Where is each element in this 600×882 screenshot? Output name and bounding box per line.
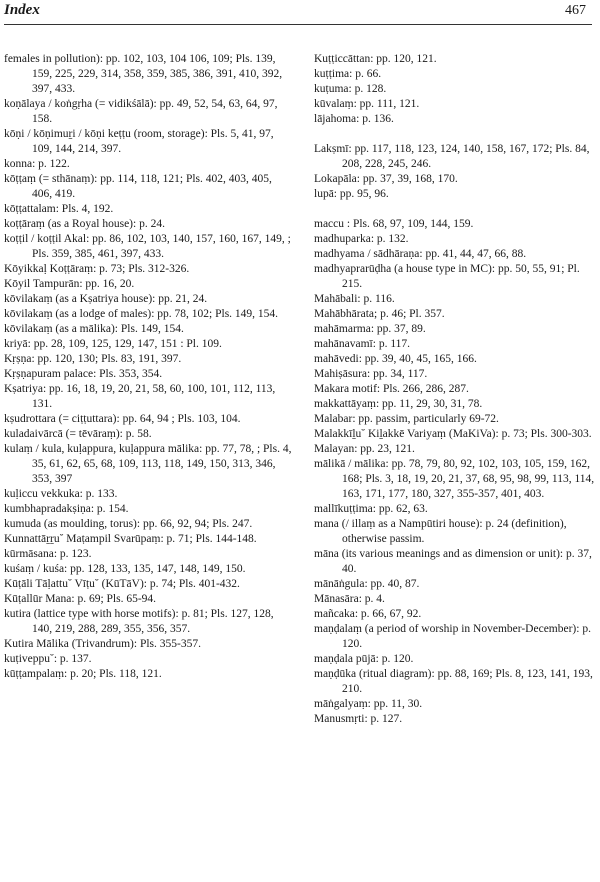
index-entry: Malakkīḻu˘ Kiḻakkē Variyaṃ (MaKiVa): p. 73; Pls. 300-303.: [314, 428, 592, 440]
running-title: Index: [4, 2, 40, 18]
index-entry: koṭṭāraṃ (as a Royal house): p. 24.: [4, 218, 165, 230]
index-entry: kōvilakaṃ (as a Kṣatriya house): pp. 21, 24.: [4, 293, 208, 305]
index-entry: kūrmāsana: p. 123.: [4, 548, 92, 560]
index-entry: Kṛṣṇapuram palace: Pls. 353, 354.: [4, 368, 163, 380]
index-entry: kuladaivārcā (= tēvāraṃ): p. 58.: [4, 428, 152, 440]
index-entry: kōvilakaṃ (as a mālika): Pls. 149, 154.: [4, 323, 184, 335]
index-entry: kuṭiveppu˘: p. 137.: [4, 653, 92, 665]
index-entry: Mahābali: p. 116.: [314, 293, 395, 305]
index-entry: kumbhapradakṣiṇa: p. 154.: [4, 503, 129, 515]
index-entry: kūṭṭampalaṃ: p. 20; Pls. 118, 121.: [4, 668, 162, 680]
index-entry: Kuṭṭiccāttan: pp. 120, 121.: [314, 53, 437, 65]
index-entry: maṇḍala pūjā: p. 120.: [314, 653, 414, 665]
index-entry: kulaṃ / kula, kuḷappura, kuḷappura mālika: pp. 77, 78, ; Pls. 4, 35, 61, 62, 65, 68, 109, 113, 118, 149, 150, 313, 346, 353, 397: [4, 443, 292, 485]
index-entry: Makara motif: Pls. 266, 286, 287.: [314, 383, 469, 395]
index-entry: kuśaṃ / kuśa: pp. 128, 133, 135, 147, 148, 149, 150.: [4, 563, 246, 575]
index-entry: Malayan: pp. 23, 121.: [314, 443, 415, 455]
index-entry: Manusmṛti: p. 127.: [314, 713, 403, 725]
index-entry: Kūṭāli Tāḷattu˘ Vīṭu˘ (KūTāV): p. 74; Pls. 401-432.: [4, 578, 240, 590]
index-entry: Mānasāra: p. 4.: [314, 593, 385, 605]
index-entry: Kōyikkaḷ Koṭṭāraṃ: p. 73; Pls. 312-326.: [4, 263, 190, 275]
index-entry: māna (its various meanings and as dimension or unit): p. 37, 40.: [314, 548, 592, 575]
index-entry: females in pollution): pp. 102, 103, 104 106, 109; Pls. 139, 159, 225, 229, 314, 358, 359, 385, 386, 391, 410, 392, 397, 433.: [4, 53, 283, 95]
index-entry: maṇḍalaṃ (a period of worship in November-December): p. 120.: [314, 623, 591, 650]
index-entry: madhuparka: p. 132.: [314, 233, 409, 245]
index-entry: Mahiṣāsura: pp. 34, 117.: [314, 368, 428, 380]
index-entry: kōṇi / kōṇimuṟi / kōṇi keṭṭu (room, storage): Pls. 5, 41, 97, 109, 144, 214, 397.: [4, 128, 274, 155]
index-entry: lājahoma: p. 136.: [314, 113, 394, 125]
index-entry: mānāṅgula: pp. 40, 87.: [314, 578, 420, 590]
index-entry: Kūṭallūr Mana: p. 69; Pls. 65-94.: [4, 593, 157, 605]
index-entry: Lakṣmī: pp. 117, 118, 123, 124, 140, 158, 167, 172; Pls. 84, 208, 228, 245, 246.: [314, 143, 590, 170]
index-entry: kōṭṭattalam: Pls. 4, 192.: [4, 203, 114, 215]
index-entry: mana (/ illaṃ as a Nampūtiri house): p. 24 (definition), otherwise passim.: [314, 518, 567, 545]
page-header: [4, 2, 586, 24]
index-column-left: [4, 52, 294, 682]
index-entry: Lokapāla: pp. 37, 39, 168, 170.: [314, 173, 458, 185]
page-number: 467: [565, 3, 586, 18]
index-entry: mañcaka: p. 66, 67, 92.: [314, 608, 422, 620]
header-rule: [4, 24, 592, 25]
index-entry: kōṭṭaṃ (= sthānaṃ): pp. 114, 118, 121; Pls. 402, 403, 405, 406, 419.: [4, 173, 272, 200]
index-entry: Mahābhārata; p. 46; Pl. 357.: [314, 308, 445, 320]
index-entry: Malabar: pp. passim, particularly 69-72.: [314, 413, 499, 425]
index-entry: madhyama / sādhāraṇa: pp. 41, 44, 47, 66, 88.: [314, 248, 527, 260]
index-entry: Kṣatriya: pp. 16, 18, 19, 20, 21, 58, 60, 100, 101, 112, 113, 131.: [4, 383, 276, 410]
index-entry: kumuda (as moulding, torus): pp. 66, 92, 94; Pls. 247.: [4, 518, 253, 530]
index-entry: madhyaprarūḍha (a house type in MC): pp. 50, 55, 91; Pl. 215.: [314, 263, 580, 290]
index-entry: Kunnattāṟṟu˘ Maṭampil Svarūpaṃ: p. 71; Pls. 144-148.: [4, 533, 257, 545]
index-entry: mahānavamī: p. 117.: [314, 338, 411, 350]
index-entry: Kṛṣṇa: pp. 120, 130; Pls. 83, 191, 397.: [4, 353, 182, 365]
index-entry: kuṭṭima: p. 66.: [314, 68, 382, 80]
index-entry: lupā: pp. 95, 96.: [314, 188, 389, 200]
index-entry: kriyā: pp. 28, 109, 125, 129, 147, 151 : Pl. 109.: [4, 338, 222, 350]
index-entry: kuḷiccu vekkuka: p. 133.: [4, 488, 118, 500]
index-entry: mālikā / mālika: pp. 78, 79, 80, 92, 102, 103, 105, 159, 162, 168; Pls. 3, 18, 19, 20, 21, 37, 68, 95, 98, 99, 113, 114, 163, 171, 177, 180, 327, 355-357, 401, 403.: [314, 458, 595, 500]
index-entry: kūvalaṃ: pp. 111, 121.: [314, 98, 420, 110]
index-entry: mallīkuṭṭima: pp. 62, 63.: [314, 503, 428, 515]
index-entry: māṅgalyaṃ: pp. 11, 30.: [314, 698, 423, 710]
index-entry: Kutira Mālika (Trivandrum): Pls. 355-357.: [4, 638, 201, 650]
index-entry: koṇālaya / koṅgṛha (= vidikśālā): pp. 49, 52, 54, 63, 64, 97, 158.: [4, 98, 278, 125]
index-entry: mahāmarma: pp. 37, 89.: [314, 323, 426, 335]
index-entry: kuṭuma: p. 128.: [314, 83, 387, 95]
index-entry: koṭṭil / koṭṭil Akal: pp. 86, 102, 103, 140, 157, 160, 167, 149, ; Pls. 359, 385, 461, 397, 433.: [4, 233, 291, 260]
index-entry: kṣudrottara (= ciṭṭuttara): pp. 64, 94 ; Pls. 103, 104.: [4, 413, 241, 425]
index-entry: kōvilakaṃ (as a lodge of males): pp. 78, 102; Pls. 149, 154.: [4, 308, 279, 320]
index-entry: konna: p. 122.: [4, 158, 70, 170]
index-entry: makkattāyaṃ: pp. 11, 29, 30, 31, 78.: [314, 398, 483, 410]
index-entry: kutira (lattice type with horse motifs): p. 81; Pls. 127, 128, 140, 219, 288, 289, 355, 356, 357.: [4, 608, 274, 635]
index-entry: maṇḍūka (ritual diagram): pp. 88, 169; Pls. 8, 123, 141, 193, 210.: [314, 668, 593, 695]
index-entry: mahāvedi: pp. 39, 40, 45, 165, 166.: [314, 353, 477, 365]
index-column-right: [314, 52, 596, 727]
index-entry: Kōyil Tampurān: pp. 16, 20.: [4, 278, 135, 290]
index-entry: maccu : Pls. 68, 97, 109, 144, 159.: [314, 218, 474, 230]
